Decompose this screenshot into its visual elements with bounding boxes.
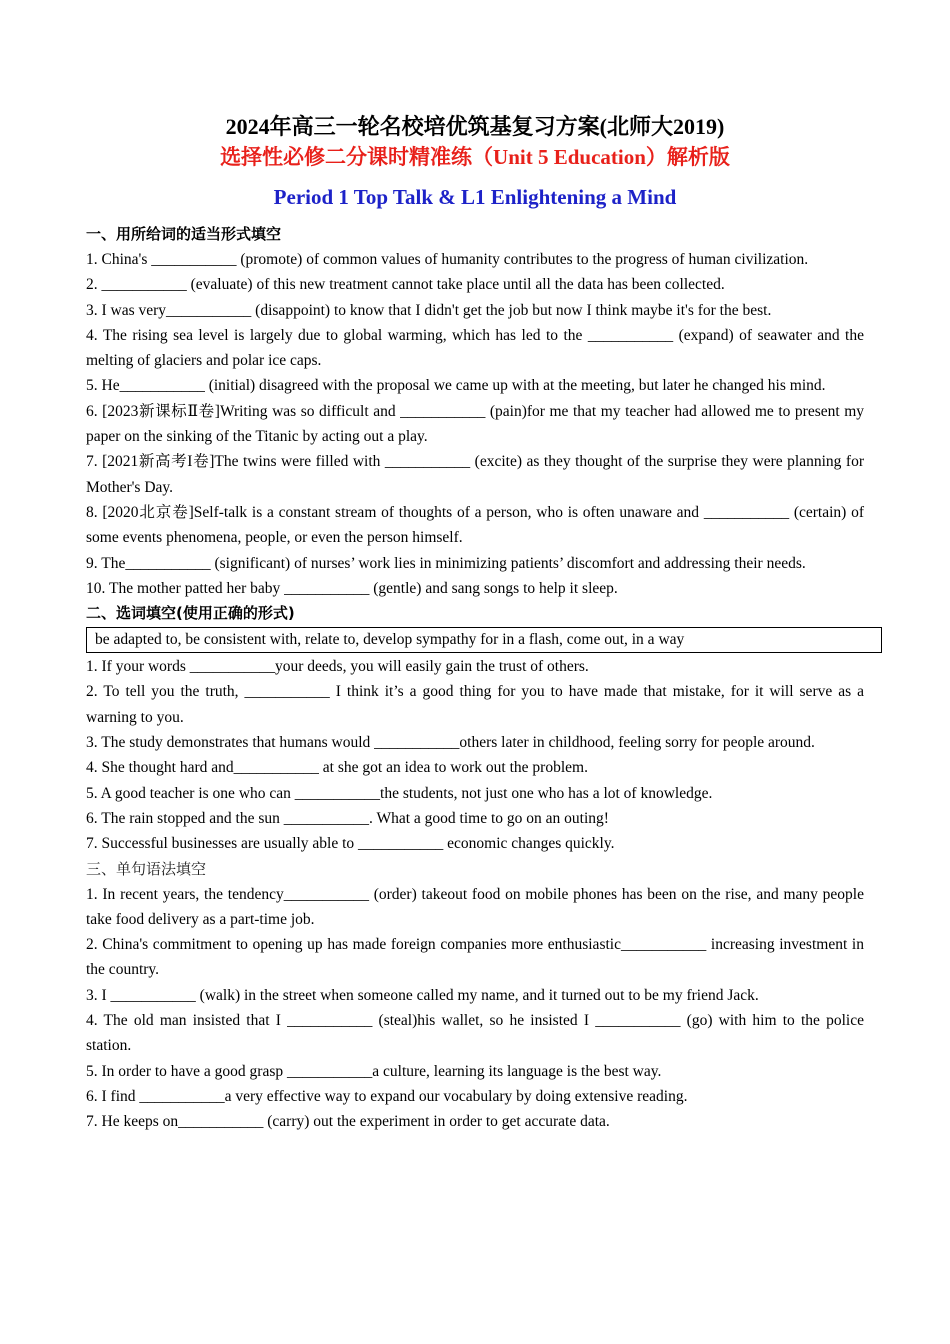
section-1-heading: 一、用所给词的适当形式填空 [86,225,282,243]
s3-question-4: 4. The old man insisted that I ___________ (steal)his wallet, so he insisted I ___________ (go) with him to the police station. [86,1012,864,1055]
document-page [86,112,864,1135]
s2-question-2: 2. To tell you the truth, ___________ I think it’s a good thing for you to have made that mistake, for it will serve as a warning to you. [86,683,864,726]
s1-question-7: 7. [2021新高考I卷]The twins were filled with ___________ (excite) as they thought of the surprise they were planning for Mother's Day. [86,453,864,496]
s3-question-2: 2. China's commitment to opening up has made foreign companies more enthusiastic___________ increasing investment in the country. [86,936,864,979]
s3-question-1: 1. In recent years, the tendency___________ (order) takeout food on mobile phones has been on the rise, and many people take food delivery as a part-time job. [86,885,864,928]
period-title: Period 1 Top Talk & L1 Enlightening a Mind [273,185,677,209]
s2-question-5: 5. A good teacher is one who can ___________the students, not just one who has a lot of knowledge. [86,784,713,802]
s1-question-3: 3. I was very___________ (disappoint) to know that I didn't get the job but now I think maybe it's for the best. [86,301,772,319]
s1-question-9: 9. The___________ (significant) of nurses’ work lies in minimizing patients’ discomfort and addressing their needs. [86,554,806,572]
s1-question-6: 6. [2023新课标Ⅱ卷]Writing was so difficult and ___________ (pain)for me that my teacher had allowed me to present my paper on the sinking of the Titanic by acting out a play. [86,402,864,446]
section-2-heading: 二、选词填空(使用正确的形式) [86,604,295,623]
s1-question-5: 5. He___________ (initial) disagreed with the proposal we came up with at the meeting, but later he changed his mind. [86,377,826,395]
s2-question-6: 6. The rain stopped and the sun ___________. What a good time to go on an outing! [86,809,609,827]
word-box: be adapted to, be consistent with, relate to, develop sympathy for in a flash, come out, in a way [86,627,882,653]
s3-question-3: 3. I ___________ (walk) in the street when someone called my name, and it turned out to be my friend Jack. [86,986,759,1004]
s3-question-6: 6. I find ___________a very effective way to expand our vocabulary by doing extensive reading. [86,1087,688,1105]
s1-question-2: 2. ___________ (evaluate) of this new treatment cannot take place until all the data has been collected. [86,276,725,294]
s1-question-10: 10. The mother patted her baby ___________ (gentle) and sang songs to help it sleep. [86,579,618,597]
document-subtitle: 选择性必修二分课时精准练（Unit 5 Education）解析版 [220,145,730,169]
s2-question-3: 3. The study demonstrates that humans would ___________others later in childhood, feeling sorry for people around. [86,734,815,752]
s1-question-1: 1. China's ___________ (promote) of common values of humanity contributes to the progress of human civilization. [86,251,809,268]
s1-question-4: 4. The rising sea level is largely due to global warming, which has led to the ___________ (expand) of seawater and the melting of glaciers and polar ice caps. [86,326,864,370]
s2-question-7: 7. Successful businesses are usually able to ___________ economic changes quickly. [86,835,615,853]
section-3-heading: 三、单句语法填空 [86,859,207,878]
s1-question-8: 8. [2020北京卷]Self-talk is a constant stream of thoughts of a person, who is often unaware and ___________ (certain) of some events phenomena, people, or even the person himself. [86,503,864,547]
document-title: 2024年高三一轮名校培优筑基复习方案(北师大2019) [225,114,725,139]
s2-question-1: 1. If your words ___________your deeds, you will easily gain the trust of others. [86,658,589,676]
s3-question-5: 5. In order to have a good grasp ___________a culture, learning its language is the best way. [86,1062,662,1080]
s3-question-7: 7. He keeps on___________ (carry) out the experiment in order to get accurate data. [86,1113,610,1131]
s2-question-4: 4. She thought hard and___________ at she got an idea to work out the problem. [86,759,588,777]
